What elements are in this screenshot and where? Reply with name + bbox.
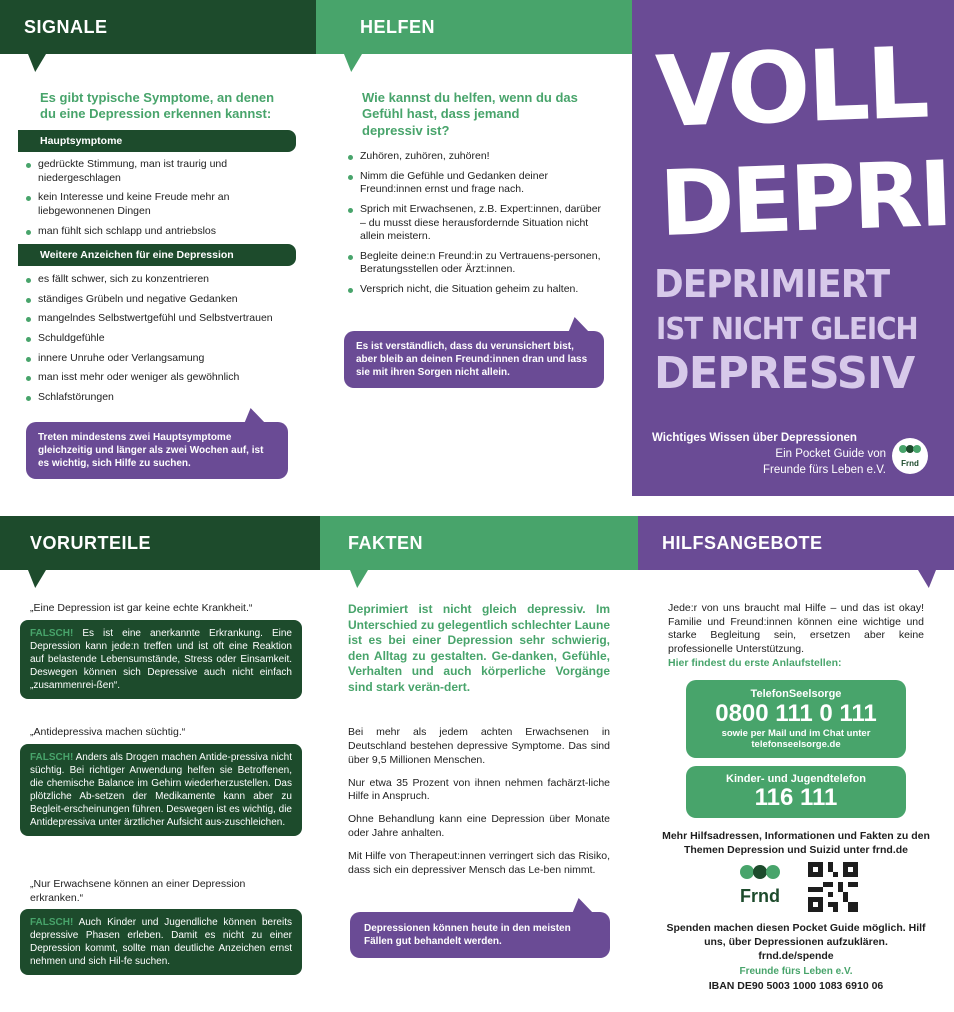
frnd-logo [734,862,786,905]
hilfsangebote-intro-highlight: Hier findest du erste Anlaufstellen: [668,656,842,669]
fakten-title: FAKTEN [348,532,423,553]
fakten-paragraph: Mit Hilfe von Therapeut:innen verringert sich das Risiko, dass sich ein depressiver Mensch das Le-ben nimmt. [348,850,610,876]
hilfsangebote-intro [668,602,924,670]
fakten-header-tail [350,570,368,588]
list-item: mangelndes Selbstwertgefühl und Selbstvertrauen [24,312,284,326]
cover-guide-line2: Freunde fürs Leben e.V. [763,464,886,476]
weitere-anzeichen-bar [18,244,296,266]
vorurteil-answer-text: Anders als Drogen machen Antide-pressiva nicht süchtig. Bei richtiger Anwendung helfen sie Betroffenen, die chemische Balance im Gehirn wiederherzustellen. Das plötzliche Ab-setzen der Medikamente kann aber zu Begleit-erscheinungen führen. Deswegen ist es wichtig, die Antidepressiva unter ärztlicher Aufsicht aus-zuschleichen. [30,752,292,828]
qr-code[interactable] [808,862,858,912]
frnd-logo-icon [897,443,923,455]
panel-signale [0,0,316,496]
hilfsangebote-title: HILFSANGEBOTE [662,532,823,553]
panel-hilfsangebote [638,516,954,1012]
more-info-text: Mehr Hilfsadressen, Informationen und Fakten zu den Themen Depression und Suizid unter frnd.de [662,830,930,856]
list-item: ständiges Grübeln und negative Gedanken [24,293,284,307]
fakten-hint-text: Depressionen können heute in den meisten Fällen gut behandelt werden. [364,923,571,947]
helfen-header-tail [344,54,362,72]
frnd-logo-text: Frnd [901,459,919,468]
verein-name: Freunde fürs Leben e.V. [739,966,853,977]
panel-fakten [320,516,638,1012]
spenden-text: Spenden machen diesen Pocket Guide möglich. Hilf uns, über Depressionen aufzuklären. [666,922,926,948]
fakten-paragraph: Nur etwa 35 Prozent von ihnen nehmen fachärzt-liche Hilfe in Anspruch. [348,776,610,803]
list-item: gedrückte Stimmung, man ist traurig und niedergeschlagen [24,158,284,185]
vorurteil-answer-1 [20,620,302,699]
vorurteil-answer-text: Es ist eine anerkannte Erkrankung. Eine Depression kann jede:n treffen und ist oft eine Reaktion auf belastende Lebensumstände, Stress oder Einsamkeit. Deswegen können sich Depressive auch nicht einfach „zusammenrei-ßen“. [30,628,292,691]
vorurteile-header [0,516,320,570]
list-item: Begleite deine:n Freund:in zu Vertrauens-personen, Beratungsstellen oder Ärzt:innen. [346,250,608,277]
hilfsangebote-intro-text: Jede:r von uns braucht mal Hilfe – und das ist okay! Familie und Freund:innen können eine wichtige und starke Begleitung sein, ersetzen aber keine professionelle Unterstützung. [668,602,924,655]
panel-helfen [316,0,632,496]
hilfsangebote-header [638,516,954,570]
list-item: kein Interesse und keine Freude mehr an liebgewonnenen Dingen [24,191,284,218]
spenden-link[interactable]: frnd.de/spende [758,950,834,962]
helfen-list [346,150,608,303]
telefonseelsorge-number[interactable]: 0800 111 0 111 [715,700,877,727]
list-item: innere Unruhe oder Verlangsamung [24,352,284,366]
list-item: Schlafstörungen [24,391,284,405]
weitere-anzeichen-label: Weitere Anzeichen für eine Depression [40,249,234,261]
kinder-jugendtelefon-box[interactable] [686,766,906,818]
vorurteil-quote-2: „Antidepressiva machen süchtig.“ [30,726,186,738]
signale-title: SIGNALE [24,16,108,37]
hilfsangebote-header-tail [918,570,936,588]
falsch-label: FALSCH! [30,917,74,928]
helfen-title: HELFEN [360,16,435,37]
cover-title-depri: DEPRI [658,141,952,257]
cover-frnd-logo [892,438,928,474]
kinder-jugendtelefon-number[interactable]: 116 111 [754,784,838,811]
frnd-logo-icon [738,862,782,882]
signale-hint-bubble [26,422,288,479]
fakten-hint-bubble [350,912,610,958]
hauptsymptome-bar [18,130,296,152]
helfen-header [316,0,632,54]
helfen-intro: Wie kannst du helfen, wenn du das Gefühl hast, dass jemand depressiv ist? [362,90,578,138]
vorurteil-quote-3: „Nur Erwachsene können an einer Depression erkranken.“ [30,878,246,904]
helfen-hint-bubble [344,331,604,388]
cover-line-deprimiert: DEPRIMIERT [654,262,890,306]
weitere-anzeichen-list [24,273,284,410]
cover-line-ist-nicht-gleich: IST NICHT GLEICH [656,312,918,347]
vorurteil-answer-2 [20,744,302,836]
bubble-tail [568,317,590,333]
falsch-label: FALSCH! [30,628,74,639]
signale-header-tail [28,54,46,72]
list-item: es fällt schwer, sich zu konzentrieren [24,273,284,287]
hauptsymptome-list [24,158,284,244]
fakten-intro: Deprimiert ist nicht gleich depressiv. Im Unterschied zu gelegentlich schlechter Laune ist es bei einer Depression sehr schwierig, den Alltag zu gestalten. Ge-danken, Gefühle, Verhalten und auch körperliche Vorgänge sind stark verän-dert. [348,602,610,694]
panel-cover [632,0,954,496]
list-item: Versprich nicht, die Situation geheim zu halten. [346,283,608,297]
kinder-jugendtelefon-title: Kinder- und Jugendtelefon [726,773,866,785]
list-item: Zuhören, zuhören, zuhören! [346,150,608,164]
signale-header [0,0,316,54]
list-item: Sprich mit Erwachsenen, z.B. Expert:innen, darüber – du musst diese herausfordernde Situation nicht allein meistern. [346,203,608,244]
iban-text: IBAN DE90 5003 1000 1083 6910 06 [708,980,884,992]
falsch-label: FALSCH! [30,752,74,763]
hauptsymptome-label: Hauptsymptome [40,135,123,147]
list-item: Schuldgefühle [24,332,284,346]
vorurteile-header-tail [28,570,46,588]
fakten-paragraphs [348,726,610,887]
list-item: Nimm die Gefühle und Gedanken deiner Freund:innen ernst und frage nach. [346,170,608,197]
frnd-logo-text: Frnd [740,886,780,906]
cover-guide-line1: Ein Pocket Guide von [775,448,886,460]
vorurteil-quote-1: „Eine Depression ist gar keine echte Krankheit.“ [30,602,253,614]
helfen-hint-text: Es ist verständlich, dass du verunsichert bist, aber bleib an deinen Freund:innen dran und lass sie mit ihren Sorgen nicht allein. [356,341,588,378]
telefonseelsorge-box[interactable] [686,680,906,758]
vorurteil-answer-3 [20,909,302,975]
telefonseelsorge-title: TelefonSeelsorge [750,688,842,700]
panel-vorurteile [0,516,320,1012]
fakten-paragraph: Bei mehr als jedem achten Erwachsenen in Deutschland bestehen depressive Symptome. Das sind über 9,5 Millionen Menschen. [348,726,610,766]
vorurteil-answer-text: Auch Kinder und Jugendliche können bereits depressive Phasen erleben. Damit es nicht zu einer Depression kommt, sollte man deutliche Anzeichen ernst nehmen und sich Hil-fe suchen. [30,917,292,967]
list-item: man isst mehr oder weniger als gewöhnlich [24,371,284,385]
telefonseelsorge-sub: sowie per Mail und im Chat unter telefonseelsorge.de [721,727,871,750]
cover-subtitle: Wichtiges Wissen über Depressionen [652,432,857,444]
list-item: man fühlt sich schlapp und antriebslos [24,225,284,239]
vorurteile-title: VORURTEILE [30,532,152,553]
fakten-header [320,516,638,570]
cover-line-depressiv: DEPRESSIV [654,348,915,399]
signale-intro: Es gibt typische Symptome, an denen du eine Depression erkennen kannst: [40,90,275,122]
fakten-paragraph: Ohne Behandlung kann eine Depression über Monate oder Jahre anhalten. [348,813,610,840]
cover-title-voll: VOLL [654,26,929,150]
signale-hint-text: Treten mindestens zwei Hauptsymptome gleichzeitig und länger als zwei Wochen auf, ist es wichtig, sich Hilfe zu suchen. [38,432,264,469]
bubble-tail [572,898,594,914]
